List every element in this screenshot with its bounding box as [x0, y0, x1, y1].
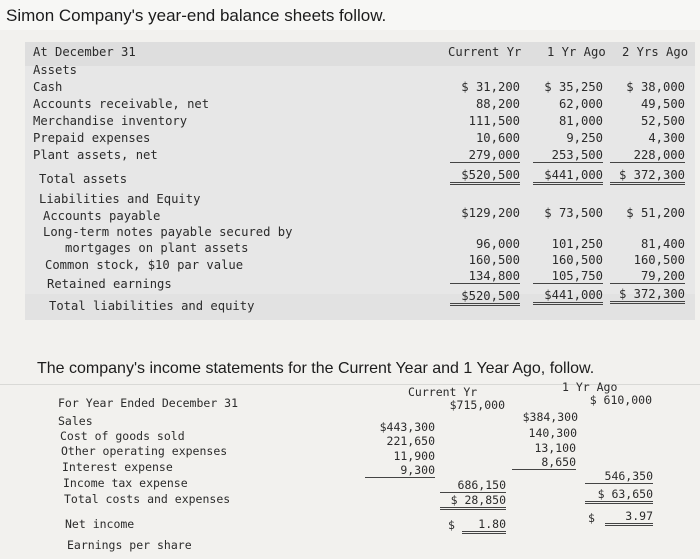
sales-current: $715,000	[449, 398, 505, 412]
row-label-inventory: Merchandise inventory	[33, 114, 188, 128]
balance-sheet-intro: Simon Company's year-end balance sheets follow.	[6, 6, 387, 25]
retained-earnings-2yr: 79,200	[610, 269, 685, 284]
eps-1yr-symbol: $	[588, 511, 595, 525]
prepaid-1yr: 9,250	[566, 131, 603, 145]
sales-1yr: $ 610,000	[589, 393, 652, 407]
total-le-1yr: $441,000	[533, 288, 603, 305]
total-costs-label: Total costs and expenses	[64, 492, 231, 506]
accounts-payable-label: Accounts payable	[43, 209, 161, 223]
cogs-current: $443,300	[379, 420, 435, 434]
balance-sheet-date-label: At December 31	[33, 45, 136, 59]
balance-sheet-table	[25, 42, 695, 320]
lt-notes-1yr: 101,250	[551, 237, 603, 251]
liabilities-heading: Liabilities and Equity	[39, 192, 201, 206]
prepaid-2yr: 4,300	[648, 131, 685, 145]
total-le-2yr: $ 372,300	[610, 287, 685, 304]
is-col-header-1yr: 1 Yr Ago	[562, 380, 618, 394]
accounts-payable-1yr: $ 73,500	[544, 206, 603, 220]
plant-current: 279,000	[450, 148, 520, 163]
income-tax-label: Income tax expense	[63, 476, 188, 490]
net-income-current: $ 28,850	[440, 493, 506, 510]
assets-heading: Assets	[33, 63, 78, 77]
plant-2yr: 228,000	[610, 148, 685, 163]
cash-2yr: $ 38,000	[626, 80, 685, 94]
accounts-payable-2yr: $ 51,200	[626, 206, 685, 220]
cash-1yr: $ 35,250	[544, 80, 603, 94]
col-header-2yr: 2 Yrs Ago	[622, 45, 689, 59]
accounts-payable-current: $129,200	[461, 206, 520, 220]
col-header-1yr: 1 Yr Ago	[547, 45, 606, 59]
plant-1yr: 253,500	[533, 148, 603, 163]
is-date-label: For Year Ended December 31	[58, 396, 239, 410]
eps-1yr: 3.97	[605, 509, 653, 526]
row-label-prepaid: Prepaid expenses	[33, 131, 151, 145]
cogs-1yr: $384,300	[522, 410, 578, 424]
common-stock-label: Common stock, $10 par value	[45, 258, 244, 272]
row-label-cash: Cash	[33, 80, 63, 94]
retained-earnings-label: Retained earnings	[47, 277, 172, 291]
total-le-current: $520,500	[450, 289, 520, 306]
lt-notes-2yr: 81,400	[640, 237, 685, 251]
is-col-header-current: Current Yr	[408, 385, 478, 399]
receivables-2yr: 49,500	[640, 97, 685, 111]
other-expenses-1yr: 140,300	[528, 426, 577, 440]
lt-notes-label-line2: mortgages on plant assets	[65, 241, 249, 255]
lt-notes-label-line1: Long-term notes payable secured by	[43, 225, 293, 239]
prepaid-current: 10,600	[475, 131, 520, 145]
receivables-current: 88,200	[475, 97, 520, 111]
eps-label: Earnings per share	[67, 538, 192, 552]
cogs-label: Cost of goods sold	[60, 429, 185, 443]
lt-notes-current: 96,000	[475, 237, 520, 251]
common-stock-1yr: 160,500	[551, 253, 603, 267]
col-header-current: Current Yr	[448, 45, 522, 59]
retained-earnings-current: 134,800	[450, 269, 520, 284]
total-costs-current: 686,150	[440, 478, 506, 493]
row-label-plant: Plant assets, net	[33, 148, 158, 162]
total-le-label: Total liabilities and equity	[49, 299, 255, 313]
other-expenses-current: 221,650	[386, 434, 435, 448]
eps-current: 1.80	[462, 517, 506, 534]
total-assets-2yr: $ 372,300	[610, 168, 685, 185]
common-stock-2yr: 160,500	[633, 253, 685, 267]
sales-label: Sales	[58, 414, 93, 428]
net-income-label: Net income	[65, 517, 135, 531]
interest-expense-label: Interest expense	[62, 460, 173, 474]
common-stock-current: 160,500	[468, 253, 520, 267]
eps-current-symbol: $	[448, 518, 455, 532]
income-tax-current: 9,300	[365, 463, 435, 478]
cash-current: $ 31,200	[461, 80, 520, 94]
total-costs-1yr: 546,350	[585, 469, 653, 484]
inventory-current: 111,500	[468, 114, 520, 128]
inventory-2yr: 52,500	[640, 114, 685, 128]
total-assets-1yr: $441,000	[533, 168, 603, 185]
total-assets-label: Total assets	[39, 172, 128, 186]
interest-expense-current: 11,900	[393, 449, 435, 463]
retained-earnings-1yr: 105,750	[533, 269, 603, 284]
row-label-receivables: Accounts receivable, net	[33, 97, 210, 111]
other-expenses-label: Other operating expenses	[61, 444, 228, 458]
interest-expense-1yr: 13,100	[534, 441, 576, 455]
total-assets-current: $520,500	[450, 168, 520, 185]
income-statement-intro: The company's income statements for the Current Year and 1 Year Ago, follow.	[37, 360, 595, 377]
receivables-1yr: 62,000	[558, 97, 603, 111]
income-tax-1yr: 8,650	[512, 455, 576, 470]
net-income-1yr: $ 63,650	[585, 487, 653, 504]
inventory-1yr: 81,000	[558, 114, 603, 128]
